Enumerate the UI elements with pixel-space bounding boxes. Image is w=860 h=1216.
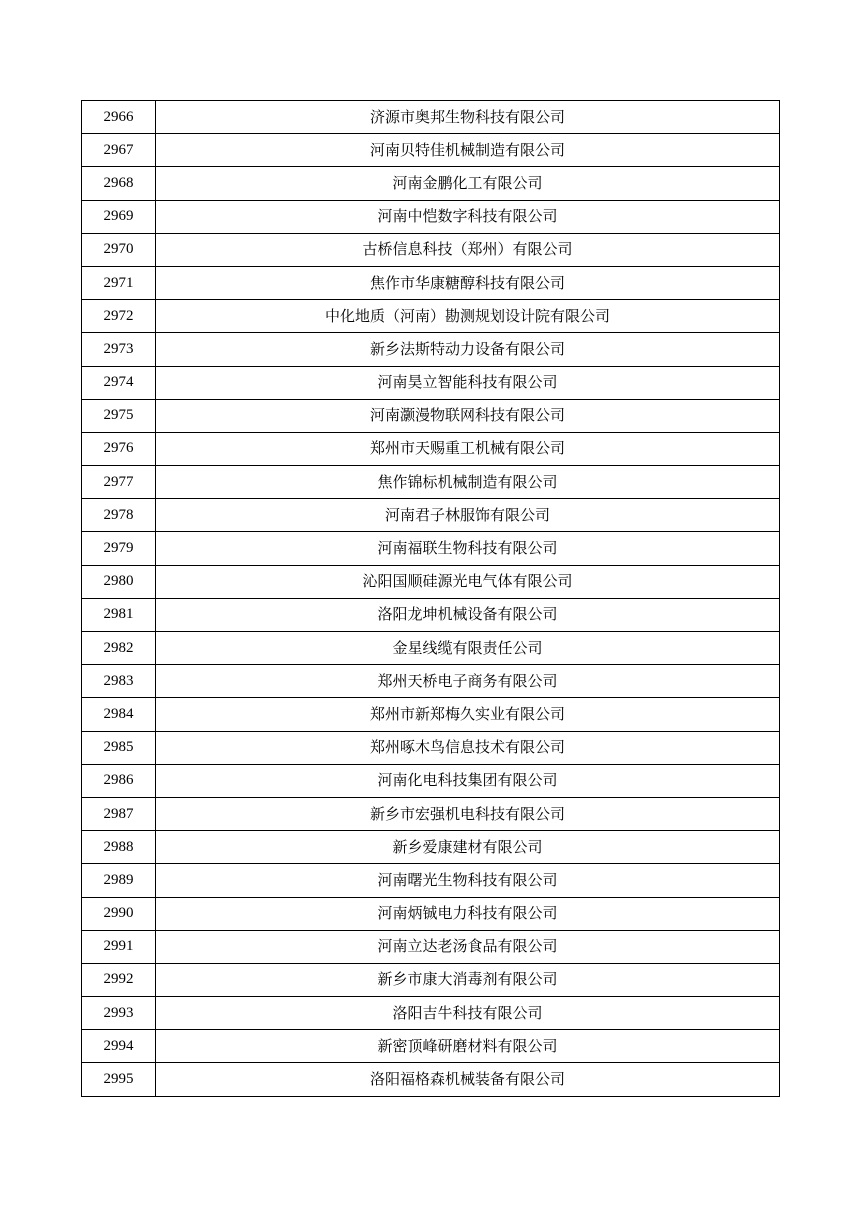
company-name-cell: 河南中恺数字科技有限公司: [156, 200, 780, 233]
row-number-cell: 2972: [82, 300, 156, 333]
table-row: [82, 167, 780, 200]
company-name-cell: 河南福联生物科技有限公司: [156, 532, 780, 565]
table-row: [82, 266, 780, 299]
row-number-cell: 2969: [82, 200, 156, 233]
row-number-cell: 2981: [82, 598, 156, 631]
company-name-cell: 济源市奥邦生物科技有限公司: [156, 101, 780, 134]
table-row: [82, 300, 780, 333]
table-row: [82, 831, 780, 864]
table-row: [82, 333, 780, 366]
table-row: [82, 499, 780, 532]
table-row: [82, 1030, 780, 1063]
table-row: [82, 897, 780, 930]
company-name-cell: 郑州市天赐重工机械有限公司: [156, 432, 780, 465]
company-name-cell: 古桥信息科技（郑州）有限公司: [156, 233, 780, 266]
company-name-cell: 郑州天桥电子商务有限公司: [156, 665, 780, 698]
row-number-cell: 2973: [82, 333, 156, 366]
row-number-cell: 2970: [82, 233, 156, 266]
row-number-cell: 2991: [82, 930, 156, 963]
row-number-cell: 2967: [82, 134, 156, 167]
table-row: [82, 598, 780, 631]
company-name-cell: 沁阳国顺硅源光电气体有限公司: [156, 565, 780, 598]
row-number-cell: 2983: [82, 665, 156, 698]
company-name-cell: 郑州市新郑梅久实业有限公司: [156, 698, 780, 731]
row-number-cell: 2990: [82, 897, 156, 930]
row-number-cell: 2986: [82, 764, 156, 797]
table-row: [82, 698, 780, 731]
table-row: [82, 665, 780, 698]
row-number-cell: 2987: [82, 797, 156, 830]
company-name-cell: 新密顶峰研磨材料有限公司: [156, 1030, 780, 1063]
table-row: [82, 963, 780, 996]
table-row: [82, 233, 780, 266]
table-row: [82, 930, 780, 963]
row-number-cell: 2979: [82, 532, 156, 565]
row-number-cell: 2993: [82, 997, 156, 1030]
row-number-cell: 2977: [82, 466, 156, 499]
table-row: [82, 134, 780, 167]
company-name-cell: 河南炳铖电力科技有限公司: [156, 897, 780, 930]
row-number-cell: 2989: [82, 864, 156, 897]
company-name-cell: 河南君子林服饰有限公司: [156, 499, 780, 532]
row-number-cell: 2974: [82, 366, 156, 399]
row-number-cell: 2976: [82, 432, 156, 465]
company-name-cell: 新乡爱康建材有限公司: [156, 831, 780, 864]
company-name-cell: 新乡法斯特动力设备有限公司: [156, 333, 780, 366]
table-row: [82, 532, 780, 565]
table-row: [82, 864, 780, 897]
table-row: [82, 101, 780, 134]
company-name-cell: 郑州啄木鸟信息技术有限公司: [156, 731, 780, 764]
company-name-cell: 河南化电科技集团有限公司: [156, 764, 780, 797]
table-row: [82, 632, 780, 665]
company-name-cell: 河南昊立智能科技有限公司: [156, 366, 780, 399]
table-row: [82, 797, 780, 830]
company-name-cell: 河南立达老汤食品有限公司: [156, 930, 780, 963]
table-row: [82, 997, 780, 1030]
row-number-cell: 2966: [82, 101, 156, 134]
table-row: [82, 565, 780, 598]
company-name-cell: 河南金鹏化工有限公司: [156, 167, 780, 200]
company-name-cell: 河南贝特佳机械制造有限公司: [156, 134, 780, 167]
company-list-table: [81, 100, 780, 1097]
table-row: [82, 200, 780, 233]
row-number-cell: 2982: [82, 632, 156, 665]
company-name-cell: 新乡市康大消毒剂有限公司: [156, 963, 780, 996]
table-row: [82, 466, 780, 499]
row-number-cell: 2980: [82, 565, 156, 598]
company-name-cell: 中化地质（河南）勘测规划设计院有限公司: [156, 300, 780, 333]
row-number-cell: 2978: [82, 499, 156, 532]
company-name-cell: 河南曙光生物科技有限公司: [156, 864, 780, 897]
company-name-cell: 洛阳吉牛科技有限公司: [156, 997, 780, 1030]
company-name-cell: 河南灏漫物联网科技有限公司: [156, 399, 780, 432]
company-name-cell: 金星线缆有限责任公司: [156, 632, 780, 665]
row-number-cell: 2984: [82, 698, 156, 731]
row-number-cell: 2975: [82, 399, 156, 432]
company-list-body: [82, 101, 780, 1097]
table-row: [82, 764, 780, 797]
company-name-cell: 焦作锦标机械制造有限公司: [156, 466, 780, 499]
table-row: [82, 432, 780, 465]
row-number-cell: 2995: [82, 1063, 156, 1096]
row-number-cell: 2971: [82, 266, 156, 299]
company-name-cell: 焦作市华康糖醇科技有限公司: [156, 266, 780, 299]
table-row: [82, 1063, 780, 1096]
company-name-cell: 新乡市宏强机电科技有限公司: [156, 797, 780, 830]
table-row: [82, 399, 780, 432]
company-name-cell: 洛阳龙坤机械设备有限公司: [156, 598, 780, 631]
row-number-cell: 2994: [82, 1030, 156, 1063]
company-name-cell: 洛阳福格森机械装备有限公司: [156, 1063, 780, 1096]
row-number-cell: 2988: [82, 831, 156, 864]
row-number-cell: 2968: [82, 167, 156, 200]
table-row: [82, 366, 780, 399]
table-row: [82, 731, 780, 764]
row-number-cell: 2992: [82, 963, 156, 996]
row-number-cell: 2985: [82, 731, 156, 764]
